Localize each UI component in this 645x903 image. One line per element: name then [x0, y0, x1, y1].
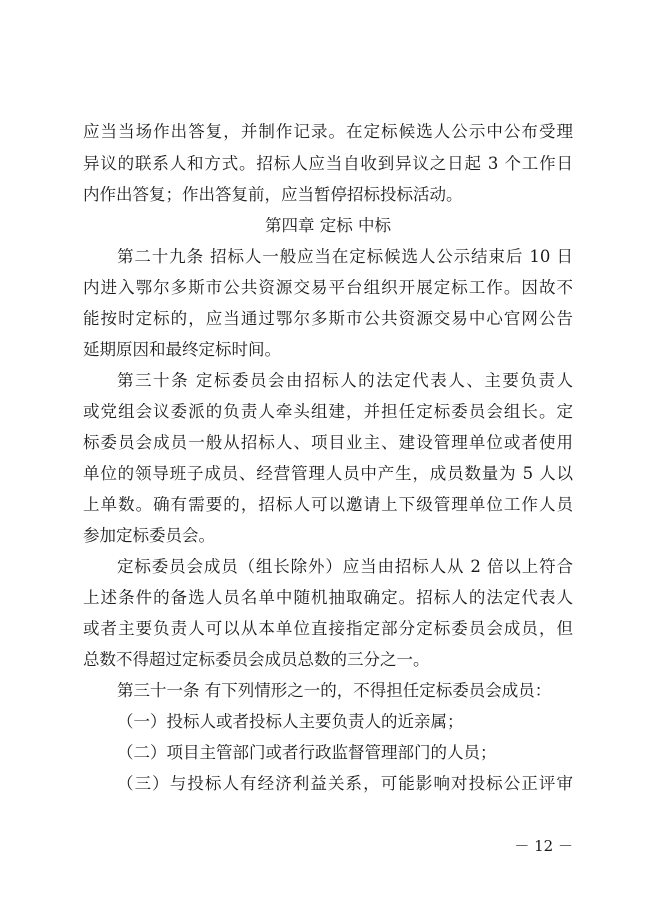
paragraph-line: 定标委员会成员（组长除外）应当由招标人从 2 倍以上符合	[117, 557, 573, 576]
article-29-line: 第二十九条 招标人一般应当在定标候选人公示结束后 10 日	[117, 247, 573, 266]
paragraph-line: 异议的联系人和方式。招标人应当自收到异议之日起 3 个工作日	[83, 154, 573, 173]
paragraph-line: 标委员会成员一般从招标人、项目业主、建设管理单位或者使用	[83, 433, 573, 452]
paragraph-line: 或党组会议委派的负责人牵头组建，并担任定标委员会组长。定	[83, 402, 573, 421]
chapter-heading: 第四章 定标 中标	[265, 216, 391, 235]
page-number: － 12 －	[514, 837, 573, 855]
article-31-line: 第三十一条 有下列情形之一的，不得担任定标委员会成员：	[117, 681, 552, 700]
paragraph-line: 能按时定标的，应当通过鄂尔多斯市公共资源交易中心官网公告	[83, 309, 573, 328]
paragraph-line: 延期原因和最终定标时间。	[83, 340, 281, 359]
paragraph-line: 上述条件的备选人员名单中随机抽取确定。招标人的法定代表人	[83, 588, 573, 607]
paragraph-line: 参加定标委员会。	[83, 526, 215, 545]
paragraph-line: 内进入鄂尔多斯市公共资源交易平台组织开展定标工作。因故不	[83, 278, 573, 297]
paragraph-line: 内作出答复；作出答复前，应当暂停招标投标活动。	[83, 185, 463, 204]
paragraph-line: 总数不得超过定标委员会成员总数的三分之一。	[83, 650, 430, 669]
list-item-3: （三）与投标人有经济利益关系，可能影响对投标公正评审	[117, 774, 573, 793]
paragraph-line: 应当当场作出答复，并制作记录。在定标候选人公示中公布受理	[83, 122, 573, 141]
list-item-2: （二）项目主管部门或者行政监督管理部门的人员；	[117, 743, 497, 762]
list-item-1: （一）投标人或者投标人主要负责人的近亲属；	[117, 712, 464, 731]
paragraph-line: 上单数。确有需要的，招标人可以邀请上下级管理单位工作人员	[83, 495, 573, 514]
article-30-line: 第三十条 定标委员会由招标人的法定代表人、主要负责人	[117, 371, 573, 390]
paragraph-line: 或者主要负责人可以从本单位直接指定部分定标委员会成员，但	[83, 619, 573, 638]
paragraph-line: 单位的领导班子成员、经营管理人员中产生，成员数量为 5 人以	[83, 464, 573, 483]
